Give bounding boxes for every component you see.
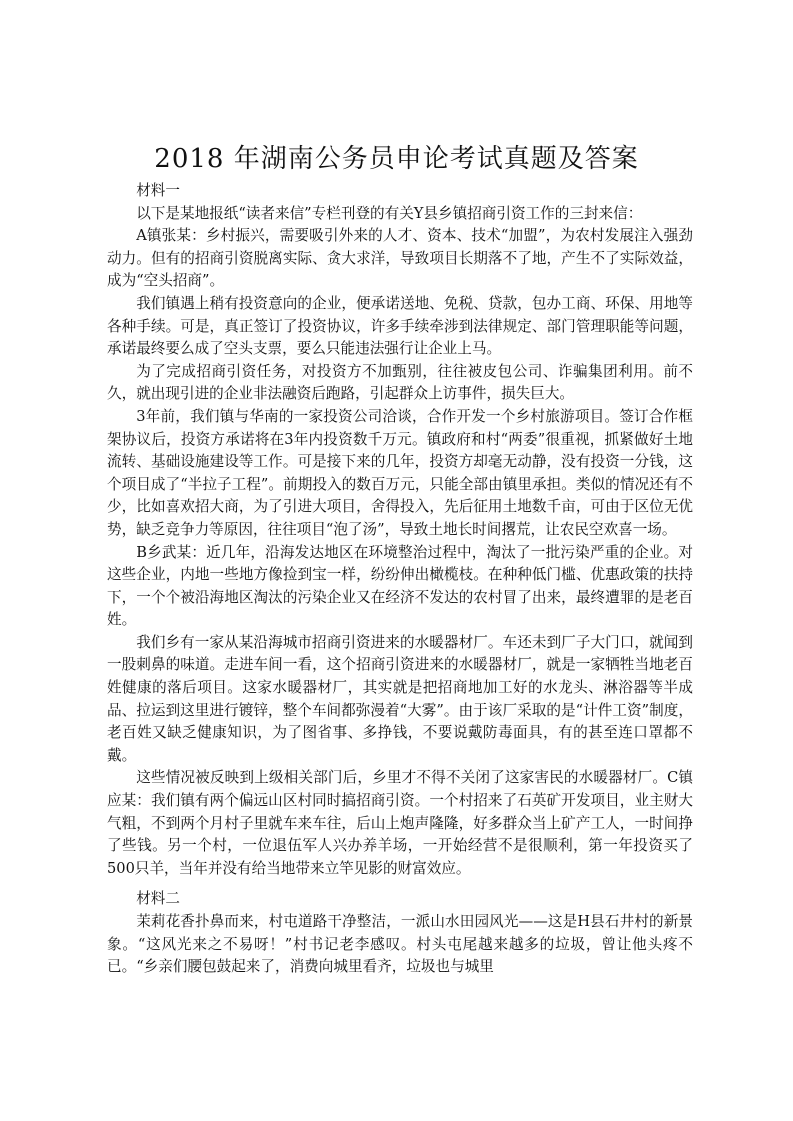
section-heading-material-1: 材料一 bbox=[136, 182, 180, 199]
document-title: 2018 年湖南公务员申论考试真题及答案 bbox=[154, 144, 639, 174]
paragraph: 3年前，我们镇与华南的一家投资公司洽谈，合作开发一个乡村旅游项目。签订合作框架协议后，投资方承诺将在3年内投资数千万元。镇政府和村“两委”很重视，抓紧做好土地流转、基础设施建设等工作。可是接下来的几年，投资方却毫无动静，没有投资一分钱，这个项目成了“半拉子工程”。前期投入的数百万元，只能全部由镇里承担。类似的情况还有不少，比如喜欢招大商，为了引进大项目，舍得投入，先后征用土地数千亩，可由于区位无优势，缺乏竞争力等原因，往往项目“泡了汤”，导致土地长时间撂荒，让农民空欢喜一场。 bbox=[107, 407, 693, 538]
paragraph: 我们镇遇上稍有投资意向的企业，便承诺送地、免税、贷款，包办工商、环保、用地等各种手续。可是，真正签订了投资协议，许多手续牵涉到法律规定、部门管理职能等问题，承诺最终要么成了空头支票，要么只能违法强行让企业上马。 bbox=[107, 294, 693, 358]
paragraph: 茉莉花香扑鼻而来，村屯道路干净整洁，一派山水田园风光——这是H县石井村的新景象。“这风光来之不易呀！”村书记老李感叹。村头屯尾越来越多的垃圾，曾让他头疼不已。“乡亲们腰包鼓起来了，消费向城里看齐，垃圾也与城里 bbox=[107, 913, 693, 976]
paragraph: A镇张某：乡村振兴，需要吸引外来的人才、资本、技术“加盟”，为农村发展注入强劲动力。但有的招商引资脱离实际、贪大求洋，导致项目长期落不了地，产生不了实际效益，成为“空头招商”。 bbox=[107, 227, 693, 290]
section-heading-material-2: 材料二 bbox=[136, 890, 180, 908]
paragraph: 为了完成招商引资任务，对投资方不加甄别，往往被皮包公司、诈骗集团利用。前不久，就出现引进的企业非法融资后跑路，引起群众上访事件，损失巨大。 bbox=[107, 362, 693, 403]
paragraph: 以下是某地报纸“读者来信”专栏刊登的有关Y县乡镇招商引资工作的三封来信： bbox=[136, 204, 643, 222]
paragraph: 我们乡有一家从某沿海城市招商引资进来的水暖器材厂。车还未到厂子大门口，就闻到一股刺鼻的味道。走进车间一看，这个招商引资进来的水暖器材厂，就是一家牺牲当地老百姓健康的落后项目。这家水暖器材厂，其实就是把招商地加工好的水龙头、淋浴器等半成品、拉运到这里进行镀锌，整个车间都弥漫着“大雾”。由于该厂采取的是“计件工资”制度，老百姓又缺乏健康知识，为了图省事、多挣钱，不要说戴防毒面具，有的甚至连口罩都不戴。 bbox=[107, 633, 693, 764]
paragraph: 这些情况被反映到上级相关部门后，乡里才不得不关闭了这家害民的水暖器材厂。C镇应某：我们镇有两个偏远山区村同时搞招商引资。一个村招来了石英矿开发项目，业主财大气粗，不到两个月村子里就车来车往，后山上炮声隆隆，好多群众当上矿产工人，一时间挣了些钱。另一个村，一位退伍军人兴办养羊场，一开始经营不是很顺利，第一年投资买了500只羊，当年并没有给当地带来立竿见影的财富效应。 bbox=[107, 769, 693, 877]
document-body bbox=[107, 180, 693, 979]
paragraph: B乡武某：近几年，沿海发达地区在环境整治过程中，淘汰了一批污染严重的企业。对这些企业，内地一些地方像捡到宝一样，纷纷伸出橄榄枝。在种种低门槛、优惠政策的扶持下，一个个被沿海地区淘汰的污染企业又在经济不发达的农村冒了出来，最终遭罪的是老百姓。 bbox=[107, 543, 693, 629]
